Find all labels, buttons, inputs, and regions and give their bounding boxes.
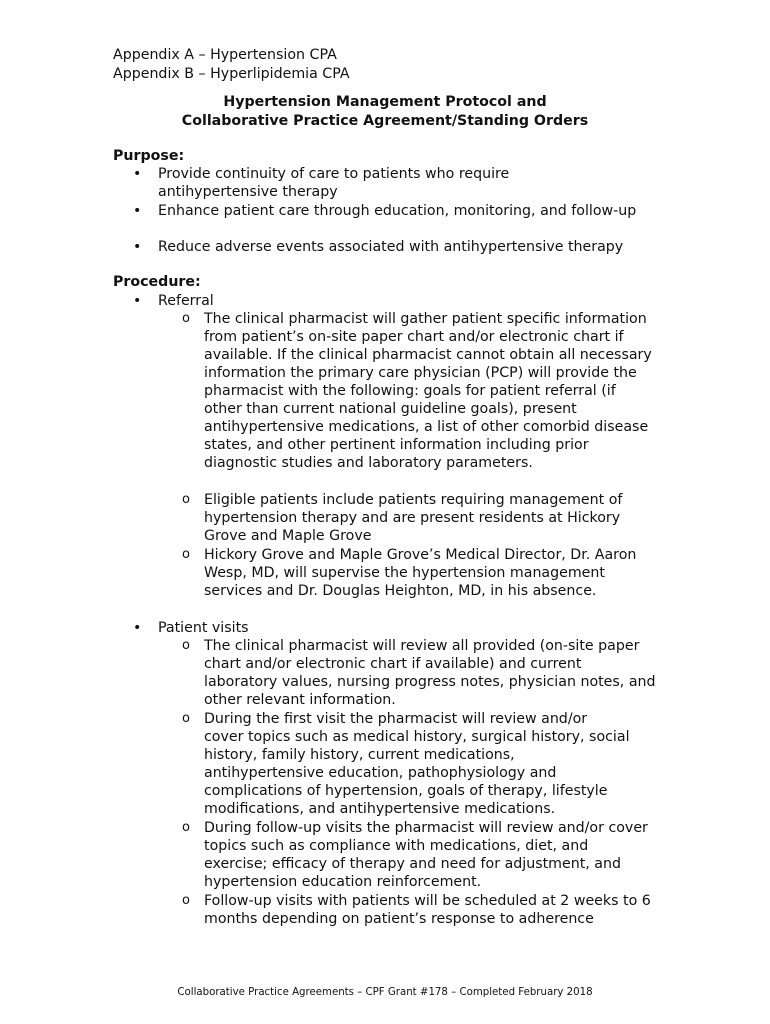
circle-bullet-icon: o xyxy=(182,820,190,835)
circle-bullet-icon: o xyxy=(182,547,190,562)
title-line-1: Hypertension Management Protocol and xyxy=(223,94,547,110)
visits-subitem-text: During follow-up visits the pharmacist will review and/or cover topics such as compliance with medications, diet, and exercise; efficacy of therapy and need for adjustment, and hypertension education reinforcement. xyxy=(204,820,648,890)
document-title xyxy=(0,93,770,131)
referral-subitem xyxy=(182,310,652,472)
circle-bullet-icon: o xyxy=(182,638,190,653)
visits-subitem xyxy=(182,892,660,928)
referral-label: Referral xyxy=(158,293,214,309)
bullet-icon: • xyxy=(133,203,142,219)
circle-bullet-icon: o xyxy=(182,311,190,326)
purpose-item xyxy=(133,165,553,201)
referral-subitem-text: Hickory Grove and Maple Grove’s Medical Director, Dr. Aaron Wesp, MD, will supervise the hypertension management services and Dr. Douglas Heighton, MD, in his absence. xyxy=(204,547,637,599)
purpose-item-text: Provide continuity of care to patients who require antihypertensive therapy xyxy=(158,166,510,200)
purpose-item-text: Enhance patient care through education, monitoring, and follow-up xyxy=(158,203,637,219)
visits-subitem-text: Follow-up visits with patients will be scheduled at 2 weeks to 6 months depending on patient’s response to adherence xyxy=(204,893,651,927)
visits-subitem xyxy=(182,637,658,709)
title-line-2: Collaborative Practice Agreement/Standing Orders xyxy=(181,113,589,129)
appendix-list xyxy=(113,46,350,84)
referral-subitem-text: The clinical pharmacist will gather patient specific information from patient’s on-site paper chart and/or electronic chart if available. If the clinical pharmacist cannot obtain all necessary information the primary care physician (PCP) will provide the pharmacist with the following: goals for patient referral (if other than current national guideline goals), present antihypertensive medications, a list of other comorbid disease states, and other pertinent information including prior diagnostic studies and laboratory parameters. xyxy=(204,311,652,471)
patient-visits-item xyxy=(133,619,333,637)
referral-subitem xyxy=(182,546,660,600)
purpose-item xyxy=(133,202,659,220)
visits-subitem xyxy=(182,710,630,818)
purpose-item-text: Reduce adverse events associated with antihypertensive therapy xyxy=(158,239,624,255)
bullet-icon: • xyxy=(133,239,142,255)
patient-visits-label: Patient visits xyxy=(158,620,249,636)
bullet-icon: • xyxy=(133,620,142,636)
referral-subitem-text: Eligible patients include patients requiring management of hypertension therapy and are present residents at Hickory Grove and Maple Grove xyxy=(204,492,623,544)
referral-subitem xyxy=(182,491,652,545)
referral-item xyxy=(133,292,333,310)
circle-bullet-icon: o xyxy=(182,711,190,726)
circle-bullet-icon: o xyxy=(182,492,190,507)
purpose-item xyxy=(133,238,673,256)
purpose-heading: Purpose: xyxy=(113,148,185,164)
bullet-icon: • xyxy=(133,293,142,309)
visits-subitem xyxy=(182,819,652,891)
procedure-heading: Procedure: xyxy=(113,274,201,290)
appendix-a: Appendix A – Hypertension CPA xyxy=(113,47,337,63)
appendix-b: Appendix B – Hyperlipidemia CPA xyxy=(113,66,350,82)
bullet-icon: • xyxy=(133,166,142,182)
visits-subitem-text: The clinical pharmacist will review all provided (on-site paper chart and/or electronic chart if available) and current laboratory values, nursing progress notes, physician notes, and other relevant information. xyxy=(204,638,656,708)
visits-subitem-text: During the first visit the pharmacist will review and/or cover topics such as medical history, surgical history, social history, family history, current medications, antihypertensive education, pathophysiology and complications of hypertension, goals of therapy, lifestyle modifications, and antihypertensive medications. xyxy=(204,711,630,817)
circle-bullet-icon: o xyxy=(182,893,190,908)
page-footer: Collaborative Practice Agreements – CPF Grant #178 – Completed February 2018 xyxy=(177,987,593,998)
